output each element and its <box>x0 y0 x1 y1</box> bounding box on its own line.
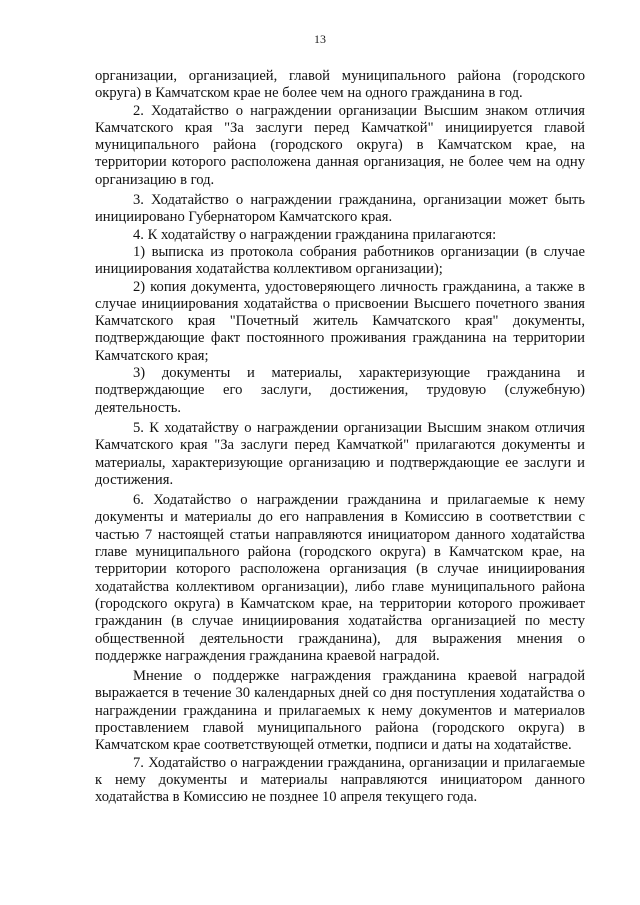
paragraph-3: 3. Ходатайство о награждении гражданина, организации может быть инициировано Губернатором Камчатского края. <box>95 192 585 226</box>
paragraph-continuation: организации, организацией, главой муниципального района (городского округа) в Камчатском крае не более чем на одного гражданина в год. <box>95 68 585 102</box>
paragraph-6: 6. Ходатайство о награждении гражданина и прилагаемые к нему документы и материалы до его направления в Комиссию в соответствии с частью 7 настоящей статьи направляются инициатором данного ходатайства главе муниципального района (городского округа) в Камчатском крае, на территории которого расположена организация (в случае инициирования ходатайства коллективом организации), либо главе муниципального района (городского округа) в Камчатском крае, на территории которого проживает гражданин (в случае инициирования ходатайства организацией по месту общественной деятельности гражданина), для выражения мнения о поддержке награждения гражданина краевой наградой. <box>95 492 585 664</box>
paragraph-4-item-3: 3) документы и материалы, характеризующие гражданина и подтверждающие его заслуги, достижения, трудовую (служебную) деятельность. <box>95 365 585 416</box>
document-body <box>95 68 585 806</box>
paragraph-4-item-2: 2) копия документа, удостоверяющего личность гражданина, а также в случае инициирования ходатайства о присвоении Высшего почетного звания Камчатского края "Почетный житель Камчатского края" документы, подтверждающие факт постоянного проживания гражданина на территории Камчатского края; <box>95 278 585 364</box>
paragraph-4-item-1: 1) выписка из протокола собрания работников организации (в случае инициирования ходатайства коллективом организации); <box>95 243 585 278</box>
paragraph-5: 5. К ходатайству о награждении организации Высшим знаком отличия Камчатского края "За заслуги перед Камчаткой" прилагаются документы и материалы, характеризующие организацию и подтверждающие ее заслуги и достижения. <box>95 419 585 488</box>
paragraph-7: 7. Ходатайство о награждении гражданина, организации и прилагаемые к нему документы и материалы направляются инициатором данного ходатайства в Комиссию не позднее 10 апреля текущего года. <box>95 754 585 806</box>
paragraph-4: 4. К ходатайству о награждении гражданина прилагаются: <box>133 226 497 243</box>
page-number: 13 <box>314 32 326 46</box>
paragraph-2: 2. Ходатайство о награждении организации Высшим знаком отличия Камчатского края "За заслуги перед Камчаткой" инициируется главой муниципального района (городского округа) в Камчатском крае, на территории которого расположена данная организация, не более чем на одну организацию в год. <box>95 102 585 188</box>
paragraph-6-opinion: Мнение о поддержке награждения гражданина краевой наградой выражается в течение 30 календарных дней со дня поступления ходатайства о награждении гражданина и прилагаемых к нему документов и материалов проставлением главой муниципального района (городского округа) в Камчатском крае соответствующей отметки, подписи и даты на ходатайстве. <box>95 668 585 754</box>
